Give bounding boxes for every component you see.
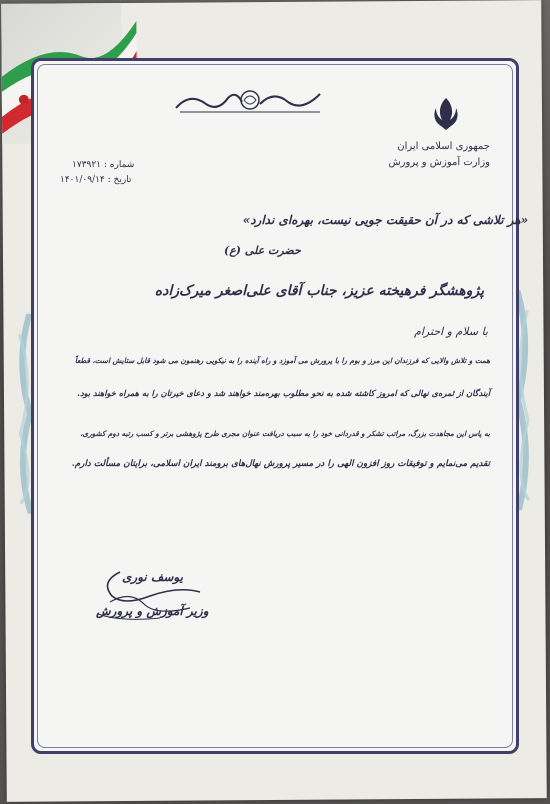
signer-name: یوسف نوری [122, 570, 183, 584]
greeting: با سلام و احترام [414, 325, 488, 338]
body-line: تقدیم می‌نمایم و توفیقات روز افزون الهی را در مسیر پرورش نهال‌های برومند ایران اسلامی، برایتان مسألت دارم. [71, 459, 490, 469]
letter-date: تاریخ : ۱۴۰۱/۰۹/۱۴ [60, 175, 132, 185]
body-line: به پاس این مجاهدت بزرگ، مراتب تشکر و قدردانی خود را به سبب دریافت عنوان مجری طرح پژوهشی برتر و کسب رتبه دوم کشوری، [80, 429, 490, 438]
quote-text: «هر تلاشی که در آن حقیقت جویی نیست، بهره‌ای ندارد» [242, 213, 529, 227]
letter-number: شماره : ۱۷۳۹۲۱ [72, 160, 135, 170]
recipient-line: پژوهشگر فرهیخته عزیز، جناب آقای علی‌اصغر میرک‌زاده [154, 283, 484, 299]
basmala-calligraphy-icon [170, 82, 330, 118]
iran-emblem-icon [430, 96, 462, 132]
org-line-government: جمهوری اسلامی ایران [397, 141, 490, 152]
quote-source: حضرت علی (ع) [224, 244, 301, 257]
body-line: آیندگان از ثمره‌ی نهالی که امروز کاشته شده به نحو مطلوب بهره‌مند خواهند شد و دعای خیرتان را به همراه خواهند بود. [77, 388, 490, 398]
org-line-ministry: وزارت آموزش و پرورش [388, 157, 490, 168]
signer-title: وزیر آموزش و پرورش [96, 604, 209, 618]
body-line: همت و تلاش والایی که فرزندان این مرز و بوم را با پرورش می آموزد و راه آینده را به نیکویی رهنمون می شود قابل ستایش است، قطعاً [74, 356, 490, 365]
